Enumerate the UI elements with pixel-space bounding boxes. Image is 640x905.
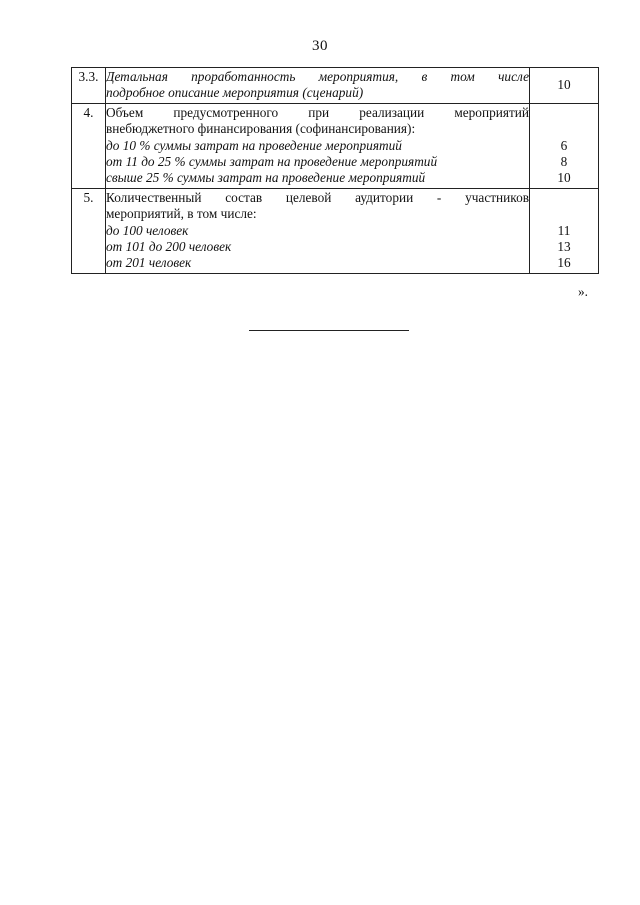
table-row	[72, 188, 599, 273]
criterion-line: мероприятий, в том числе:	[106, 206, 257, 222]
criterion-text	[106, 68, 530, 104]
criterion-line: подробное описание мероприятия (сценарий)	[106, 85, 364, 101]
option-score: 6	[560, 137, 568, 153]
option-score: 11	[557, 222, 571, 238]
criterion-line: Количественный состав целевой аудитории - участников	[106, 189, 529, 205]
option-score: 13	[557, 239, 571, 254]
option-score: 10	[557, 170, 571, 186]
option-label: до 10 % суммы затрат на проведение мероприятий	[106, 137, 402, 153]
row-number: 4.	[72, 103, 106, 188]
row-number: 3.3.	[72, 68, 106, 104]
score-cell	[530, 188, 599, 273]
table-row	[72, 103, 599, 188]
score-cell	[530, 103, 599, 188]
criterion-line: Объем предусмотренного при реализации мероприятий	[106, 104, 529, 120]
option-score: 16	[557, 255, 571, 271]
table-row	[72, 68, 599, 104]
page-number: 30	[312, 38, 328, 54]
option-label: до 100 человек	[106, 222, 189, 238]
score-value: 10	[557, 77, 571, 93]
row-number: 5.	[72, 188, 106, 273]
option-label: свыше 25 % суммы затрат на проведение мероприятий	[106, 170, 426, 186]
option-label: от 101 до 200 человек	[106, 239, 232, 255]
criterion-line: Детальная проработанность мероприятия, в том числе	[106, 69, 529, 84]
score-cell	[530, 68, 599, 104]
option-score: 8	[560, 153, 568, 169]
closing-quote: ».	[578, 284, 588, 299]
criterion-text	[106, 188, 530, 273]
criterion-text	[106, 103, 530, 188]
separator-line	[249, 330, 409, 331]
option-label: от 11 до 25 % суммы затрат на проведение мероприятий	[106, 154, 438, 169]
criteria-table	[71, 67, 599, 274]
option-label: от 201 человек	[106, 255, 192, 271]
criterion-line: внебюджетного финансирования (софинансирования):	[106, 121, 416, 137]
